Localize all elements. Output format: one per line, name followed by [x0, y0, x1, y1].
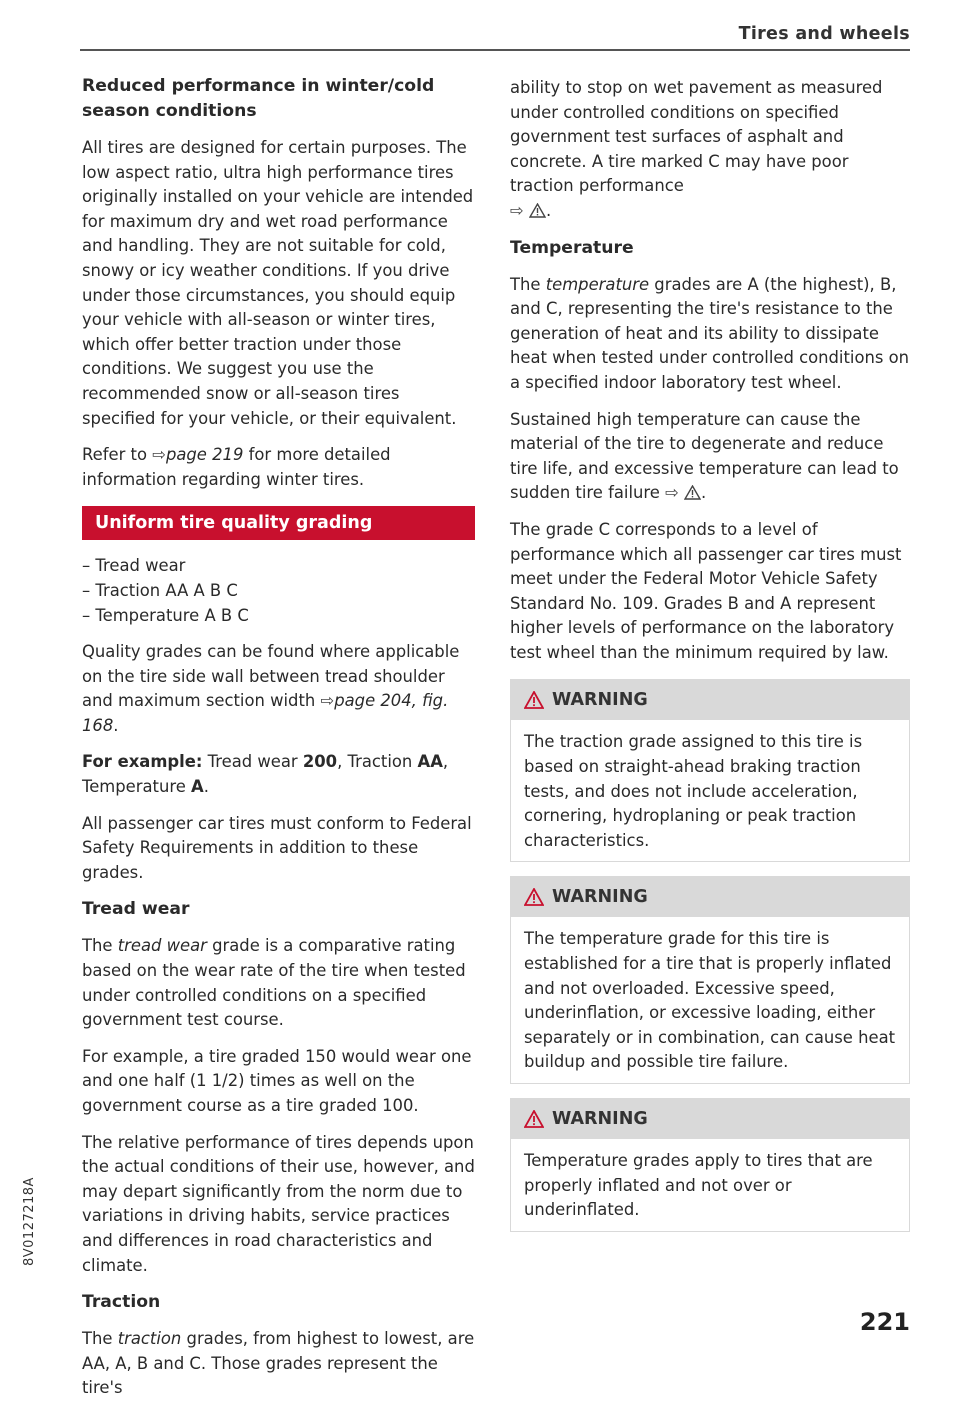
- warning-label: WARNING: [552, 690, 648, 711]
- example-value: 200: [302, 752, 338, 772]
- text: grades are A (the highest), B, and C, representing the tire's resistance to the generation of heat and its ability to dissipate heat when tested under controlled conditions on a specified indoor laboratory test wheel.: [510, 274, 910, 392]
- warning-box: [510, 876, 910, 1084]
- traction-paragraph: [82, 1327, 477, 1401]
- text: The: [82, 1329, 118, 1349]
- warning-body: [511, 720, 909, 861]
- example-paragraph: [82, 750, 477, 799]
- warning-text: The temperature grade for this tire is established for a tire that is properly inflated and not overloaded. Excessive speed, underinflation, or excessive loading, either separately or in combination, can cause heat buildup and possible tire failure.: [524, 929, 896, 1072]
- header-title: Tires and wheels: [738, 24, 910, 44]
- right-column: [510, 76, 910, 1232]
- heading-tread-wear: Tread wear: [82, 899, 190, 920]
- list-item: – Tread wear: [82, 554, 477, 579]
- arrow-icon: ⇨: [152, 445, 166, 465]
- text: ability to stop on wet pavement as measured under controlled conditions on specified government test surfaces of asphalt and concrete. A tire marked C may have poor traction performance: [510, 78, 883, 196]
- temperature-paragraph: [510, 273, 910, 396]
- traction-continued: ability to stop on wet pavement as measured under controlled conditions on specified government test surfaces of asphalt and concrete. A tire marked C may have poor traction performance ⇨ .: [510, 78, 883, 220]
- winter-paragraph: All tires are designed for certain purposes. The low aspect ratio, ultra high performance tires originally installed on your vehicle are intended for maximum dry and wet road performance and handling. They are not suitable for cold, snowy or icy weather conditions. If you drive under those circumstances, you should equip your vehicle with all-season or winter tires, which offer better traction under those conditions. We suggest you use the recommended snow or all-season tires specified for your vehicle, or their equivalent.: [82, 138, 474, 428]
- page-link[interactable]: page 219: [165, 445, 244, 465]
- heading-temperature: Temperature: [510, 237, 634, 258]
- warning-box: [510, 679, 910, 862]
- page-link[interactable]: page 204, fig. 168: [82, 691, 449, 735]
- arrow-icon: ⇨: [510, 200, 524, 220]
- text: grade is a comparative rating based on the wear rate of the tire when tested under controlled conditions on a specified government test course.: [82, 936, 466, 1030]
- section-banner: Uniform tire quality grading: [82, 506, 475, 540]
- text: The: [82, 936, 118, 956]
- quality-post: .: [113, 715, 119, 735]
- ref-pre: Refer to: [82, 445, 153, 465]
- ref-post: for more detailed information regarding winter tires.: [82, 445, 391, 489]
- example-text: , Temperature: [82, 752, 449, 797]
- heading-winter: Reduced performance in winter/cold season conditions: [82, 76, 435, 121]
- example-value: A: [191, 777, 204, 797]
- warning-body: [511, 917, 909, 1083]
- page-number: 221: [859, 1308, 910, 1336]
- list-item: – Traction AA A B C: [82, 579, 477, 604]
- example-text: , Traction: [337, 752, 418, 772]
- example-label: For example:: [82, 752, 203, 772]
- winter-reference: [82, 443, 477, 492]
- warning-icon: [524, 888, 544, 906]
- warning-text: Temperature grades apply to tires that are properly inflated and not over or underinflated.: [524, 1151, 873, 1220]
- text: Sustained high temperature can cause the material of the tire to degenerate and reduce tire life, and excessive temperature can lead to sudden tire failure: [510, 409, 899, 503]
- document-code: 8V0127218A: [22, 1177, 37, 1266]
- treadwear-relative: The relative performance of tires depends upon the actual conditions of their use, however, and may depart significantly from the norm due to variations in driving habits, service practices and differences in road characteristics and climate.: [82, 1132, 475, 1275]
- warning-header: [511, 680, 909, 720]
- arrow-icon: ⇨: [665, 483, 679, 503]
- treadwear-paragraph: [82, 934, 477, 1032]
- warning-box: [510, 1098, 910, 1232]
- term: tread wear: [117, 936, 207, 956]
- grade-list: [82, 554, 477, 628]
- treadwear-example: For example, a tire graded 150 would wear one and one half (1 1/2) times as well on the government course as a tire graded 100.: [82, 1046, 472, 1115]
- warning-body: [511, 1139, 909, 1231]
- warning-triangle-icon[interactable]: [684, 485, 701, 500]
- sustained-paragraph: Sustained high temperature can cause the material of the tire to degenerate and reduce tire life, and excessive temperature can lead to sudden tire failure ⇨ .: [510, 409, 899, 503]
- warning-label: WARNING: [552, 887, 648, 908]
- heading-traction: Traction: [82, 1292, 161, 1313]
- grade-c-paragraph: The grade C corresponds to a level of performance which all passenger car tires must meet under the Federal Motor Vehicle Safety Standard No. 109. Grades B and A represent higher levels of performance on the laboratory test wheel than the minimum required by law.: [510, 519, 902, 662]
- example-value: AA: [417, 752, 443, 772]
- list-item: – Temperature A B C: [82, 604, 477, 629]
- warning-text: The traction grade assigned to this tire is based on straight-ahead braking traction tests, and does not include acceleration, cornering, hydroplaning or peak traction characteristics.: [524, 732, 863, 850]
- left-column: [82, 74, 477, 1413]
- example-text: Tread wear: [202, 752, 303, 772]
- text: The: [510, 274, 546, 294]
- quality-pre: Quality grades can be found where applicable on the tire side wall between tread shoulder and maximum section width: [82, 642, 460, 711]
- warning-triangle-icon[interactable]: [529, 203, 546, 218]
- warning-header: [511, 1099, 909, 1139]
- warning-icon: [524, 1110, 544, 1128]
- header-rule: [80, 49, 910, 51]
- federal-paragraph: All passenger car tires must conform to Federal Safety Requirements in addition to these grades.: [82, 813, 472, 882]
- arrow-icon: ⇨: [320, 691, 335, 711]
- quality-paragraph: [82, 640, 477, 738]
- warning-label: WARNING: [552, 1109, 648, 1129]
- warning-icon: [524, 691, 544, 709]
- example-text: .: [203, 777, 209, 797]
- text: grades, from highest to lowest, are AA, A, B and C. Those grades represent the tire's: [82, 1329, 475, 1398]
- term: temperature: [545, 274, 650, 294]
- term: traction: [117, 1329, 182, 1349]
- warning-header: [511, 877, 909, 917]
